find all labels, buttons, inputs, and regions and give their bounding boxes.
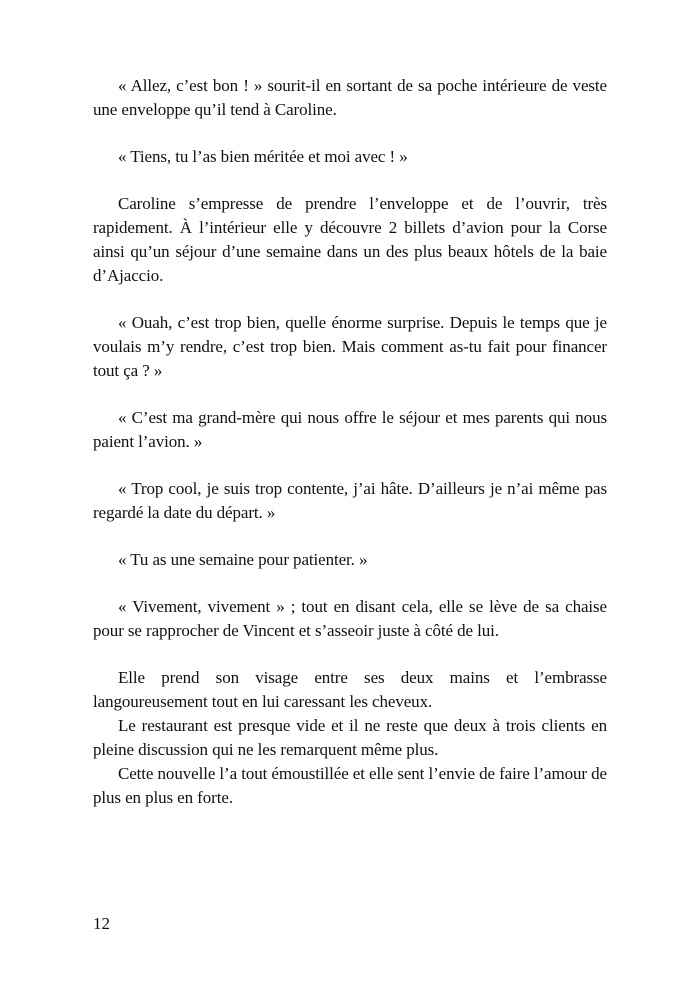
paragraph-5: « C’est ma grand-mère qui nous offre le séjour et mes parents qui nous paient l’avion. »: [93, 408, 607, 451]
paragraph-6: « Trop cool, je suis trop contente, j’ai hâte. D’ailleurs je n’ai même pas regardé la date du départ. »: [93, 479, 607, 522]
paragraph-2: « Tiens, tu l’as bien méritée et moi avec ! »: [118, 147, 408, 166]
paragraph-11: Cette nouvelle l’a tout émoustillée et elle sent l’envie de faire l’amour de plus en plus en forte.: [93, 764, 607, 807]
paragraph-10: Le restaurant est presque vide et il ne reste que deux à trois clients en pleine discussion qui ne les remarquent même plus.: [93, 716, 607, 759]
paragraph-9: Elle prend son visage entre ses deux mains et l’embrasse langoureusement tout en lui caressant les cheveux.: [93, 668, 607, 711]
page-body: [93, 74, 607, 810]
paragraph-1: « Allez, c’est bon ! » sourit-il en sortant de sa poche intérieure de veste une enveloppe qu’il tend à Caroline.: [93, 76, 607, 119]
paragraph-3: Caroline s’empresse de prendre l’enveloppe et de l’ouvrir, très rapidement. À l’intérieur elle y découvre 2 billets d’avion pour la Corse ainsi qu’un séjour d’une semaine dans un des plus beaux hôtels de la baie d’Ajaccio.: [93, 194, 607, 285]
paragraph-8: « Vivement, vivement » ; tout en disant cela, elle se lève de sa chaise pour se rapprocher de Vincent et s’asseoir juste à côté de lui.: [93, 597, 607, 640]
page-number: 12: [93, 914, 110, 933]
paragraph-4: « Ouah, c’est trop bien, quelle énorme surprise. Depuis le temps que je voulais m’y rendre, c’est trop bien. Mais comment as-tu fait pour financer tout ça ? »: [93, 313, 607, 380]
paragraph-7: « Tu as une semaine pour patienter. »: [118, 550, 368, 569]
